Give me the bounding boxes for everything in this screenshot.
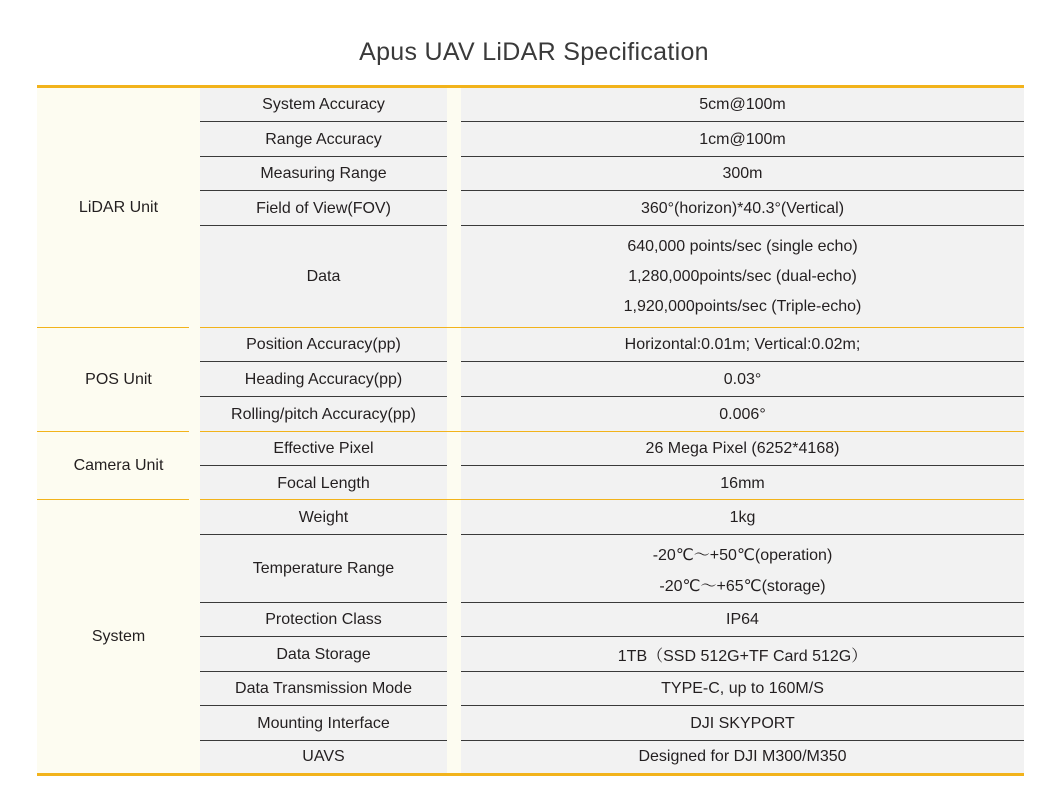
table-row [200, 535, 1024, 603]
table-row [200, 226, 1024, 328]
spec-value-line: TYPE-C, up to 160M/S [661, 680, 824, 697]
spec-name: Mounting Interface [200, 706, 447, 741]
spec-value [461, 362, 1024, 397]
table-row [200, 603, 1024, 637]
table-row [200, 706, 1024, 741]
spec-value [461, 603, 1024, 637]
spec-value-line: Horizontal:0.01m; Vertical:0.02m; [624, 336, 861, 353]
spec-value-line: -20℃～+50℃(operation) [652, 547, 833, 565]
spec-value [461, 157, 1024, 191]
spec-name: Temperature Range [200, 535, 447, 603]
table-row [200, 466, 1024, 501]
table-row [200, 88, 1024, 122]
spec-name: System Accuracy [200, 88, 447, 122]
table-row [200, 157, 1024, 191]
spec-value [461, 535, 1024, 603]
spec-name: Measuring Range [200, 157, 447, 191]
spec-name: Protection Class [200, 603, 447, 637]
spec-value-line: 1TB（SSD 512G+TF Card 512G） [617, 648, 868, 665]
spec-value [461, 88, 1024, 122]
group-label: POS Unit [85, 371, 152, 388]
spec-name: Effective Pixel [200, 432, 447, 466]
spec-value [461, 432, 1024, 466]
spec-group [37, 88, 1024, 328]
spec-value [461, 741, 1024, 773]
spec-value [461, 500, 1024, 535]
spec-value [461, 466, 1024, 501]
spec-value-line: Designed for DJI M300/M350 [638, 748, 847, 765]
group-label: Camera Unit [73, 457, 164, 474]
table-row [200, 500, 1024, 535]
table-row [200, 741, 1024, 773]
table-row [200, 328, 1024, 362]
spec-group [37, 328, 1024, 432]
spec-value-line: 5cm@100m [699, 96, 786, 113]
table-row [200, 362, 1024, 397]
spec-value-line: 300m [722, 165, 763, 182]
spec-value-line: 1,920,000points/sec (Triple-echo) [623, 298, 862, 315]
spec-value [461, 397, 1024, 432]
spec-name: Heading Accuracy(pp) [200, 362, 447, 397]
spec-value-line: -20℃～+65℃(storage) [659, 577, 826, 595]
table-row [200, 637, 1024, 672]
table-row [200, 122, 1024, 157]
spec-value [461, 226, 1024, 328]
spec-value-line: IP64 [726, 611, 759, 628]
spec-name: Field of View(FOV) [200, 191, 447, 226]
spec-value [461, 637, 1024, 672]
group-label: LiDAR Unit [78, 199, 159, 216]
spec-value-line: 0.006° [719, 405, 766, 423]
spec-group [37, 500, 1024, 773]
spec-value [461, 328, 1024, 362]
spec-value [461, 672, 1024, 706]
spec-value-line: 640,000 points/sec (single echo) [627, 238, 858, 255]
spec-name: Data Storage [200, 637, 447, 672]
spec-name: UAVS [200, 741, 447, 773]
table-row [200, 397, 1024, 432]
spec-value-line: 1kg [729, 508, 756, 526]
spec-value [461, 122, 1024, 157]
spec-value-line: 1,280,000points/sec (dual-echo) [628, 268, 857, 285]
table-row [200, 672, 1024, 706]
table-row [200, 191, 1024, 226]
spec-value-line: DJI SKYPORT [690, 714, 795, 732]
spec-name: Rolling/pitch Accuracy(pp) [200, 397, 447, 432]
spec-value [461, 191, 1024, 226]
table-bottom-rule [37, 773, 1024, 776]
spec-value-line: 26 Mega Pixel (6252*4168) [645, 440, 840, 457]
table-row [200, 432, 1024, 466]
spec-name: Weight [200, 500, 447, 535]
spec-name: Data Transmission Mode [200, 672, 447, 706]
spec-name: Focal Length [200, 466, 447, 501]
spec-value-line: 16mm [720, 474, 765, 492]
spec-name: Range Accuracy [200, 122, 447, 157]
spec-group [37, 432, 1024, 500]
spec-value [461, 706, 1024, 741]
spec-name: Data [200, 226, 447, 328]
spec-value-line: 1cm@100m [699, 130, 786, 148]
group-label: System [91, 627, 146, 645]
spec-value-line: 360°(horizon)*40.3°(Vertical) [640, 199, 845, 217]
spec-name: Position Accuracy(pp) [200, 328, 447, 362]
page-title: Apus UAV LiDAR Specification [359, 38, 709, 66]
spec-value-line: 0.03° [723, 370, 762, 388]
